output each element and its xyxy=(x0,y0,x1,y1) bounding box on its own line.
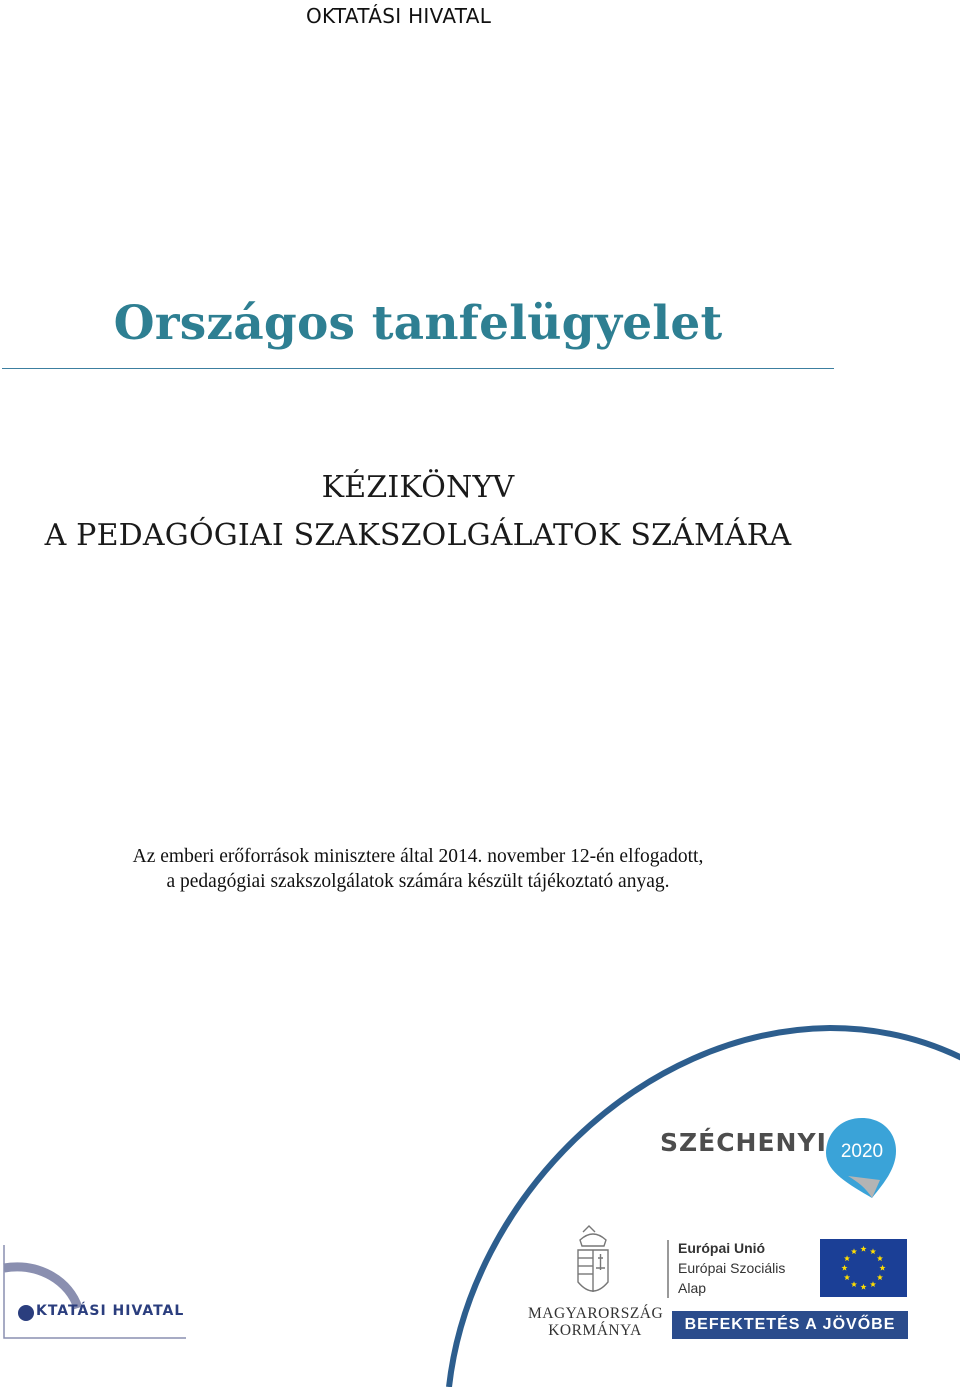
description-line-1: Az emberi erőforrások minisztere által 2014. november 12-én elfogadott, xyxy=(132,846,704,867)
header-org-name: OKTATÁSI HIVATAL xyxy=(306,4,492,28)
eu-name-line-3: Alap xyxy=(678,1280,707,1296)
page-title: Országos tanfelügyelet xyxy=(113,296,723,351)
eu-name-line-2: Európai Szociális xyxy=(678,1260,786,1276)
szechenyi-year: 2020 xyxy=(840,1141,884,1162)
invest-banner-text: BEFEKTETÉS A JÖVŐBE xyxy=(684,1316,896,1333)
government-name-line-1: MAGYARORSZÁG xyxy=(528,1305,664,1322)
description-line-2: a pedagógiai szakszolgálatok számára készült tájékoztató anyag. xyxy=(166,871,670,892)
subtitle-line-2: A PEDAGÓGIAI SZAKSZOLGÁLATOK SZÁMÁRA xyxy=(44,518,792,553)
oktatasi-hivatal-logo-icon xyxy=(4,1245,186,1338)
szechenyi-logo-text: SZÉCHENYI xyxy=(660,1128,827,1157)
eu-name-line-1: Európai Unió xyxy=(678,1240,766,1256)
eu-flag-icon xyxy=(820,1239,907,1297)
government-name-line-2: KORMÁNYA xyxy=(548,1322,642,1339)
oktatasi-hivatal-logo-text: KTATÁSI HIVATAL xyxy=(36,1303,185,1319)
coat-of-arms-icon xyxy=(578,1226,608,1292)
subtitle-line-1: KÉZIKÖNYV xyxy=(321,470,515,505)
szechenyi-pin-icon xyxy=(826,1118,896,1198)
